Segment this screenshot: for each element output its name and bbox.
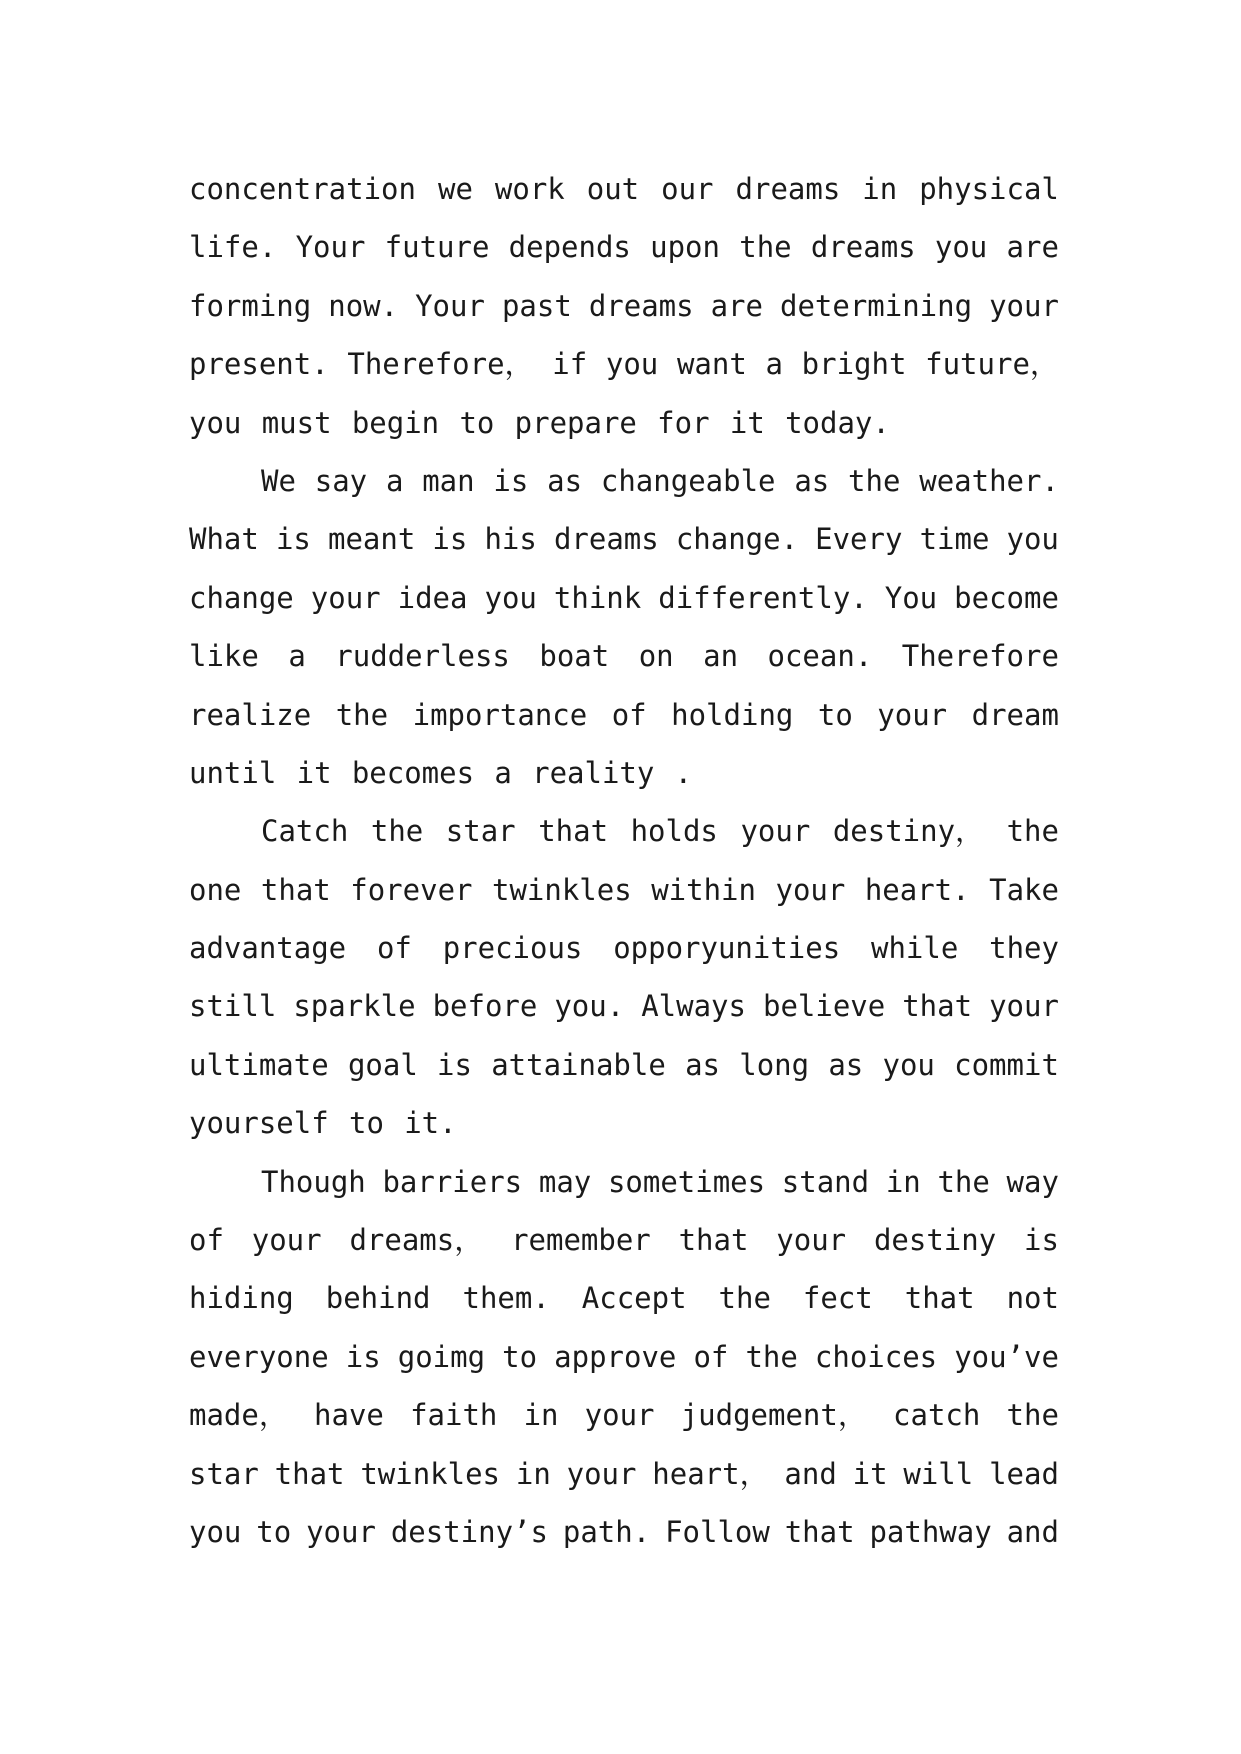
text-line: ultimate goal is attainable as long as you commit	[189, 1047, 1059, 1082]
text-line: advantage of precious opporyunities while they	[189, 931, 1059, 966]
text-line: Catch the star that holds your destiny， the	[261, 814, 1059, 849]
text-line: one that forever twinkles within your heart. Take	[189, 872, 1059, 907]
text-line: hiding behind them. Accept the fect that not	[189, 1281, 1059, 1316]
text-line: forming now. Your past dreams are determining your	[189, 288, 1059, 323]
text-line: change your idea you think differently. You become	[189, 580, 1059, 615]
text-line: until it becomes a reality .	[189, 755, 693, 790]
text-line: like a rudderless boat on an ocean. Therefore	[189, 639, 1059, 674]
text-line: yourself to it.	[189, 1106, 457, 1141]
text-line: concentration we work out our dreams in physical	[189, 172, 1059, 206]
body-text	[189, 160, 1059, 1561]
text-line: What is meant is his dreams change. Every time you	[189, 522, 1059, 557]
text-line: We say a man is as changeable as the weather.	[261, 463, 1059, 498]
text-line: you to your destiny’s path. Follow that pathway and	[189, 1514, 1059, 1549]
text-line: Though barriers may sometimes stand in the way	[261, 1164, 1059, 1199]
text-line: you must begin to prepare for it today.	[189, 405, 890, 440]
text-line: still sparkle before you. Always believe that your	[189, 989, 1059, 1024]
text-line: life. Your future depends upon the dreams you are	[189, 230, 1059, 265]
text-line: everyone is goimg to approve of the choices you’ve	[189, 1339, 1059, 1374]
text-line: present. Therefore， if you want a bright future，	[189, 347, 1059, 382]
text-line: of your dreams， remember that your destiny is	[189, 1223, 1059, 1258]
text-line: made， have faith in your judgement， catch the	[189, 1398, 1059, 1433]
text-line: star that twinkles in your heart， and it will lead	[189, 1456, 1059, 1491]
text-line: realize the importance of holding to your dream	[189, 697, 1059, 732]
